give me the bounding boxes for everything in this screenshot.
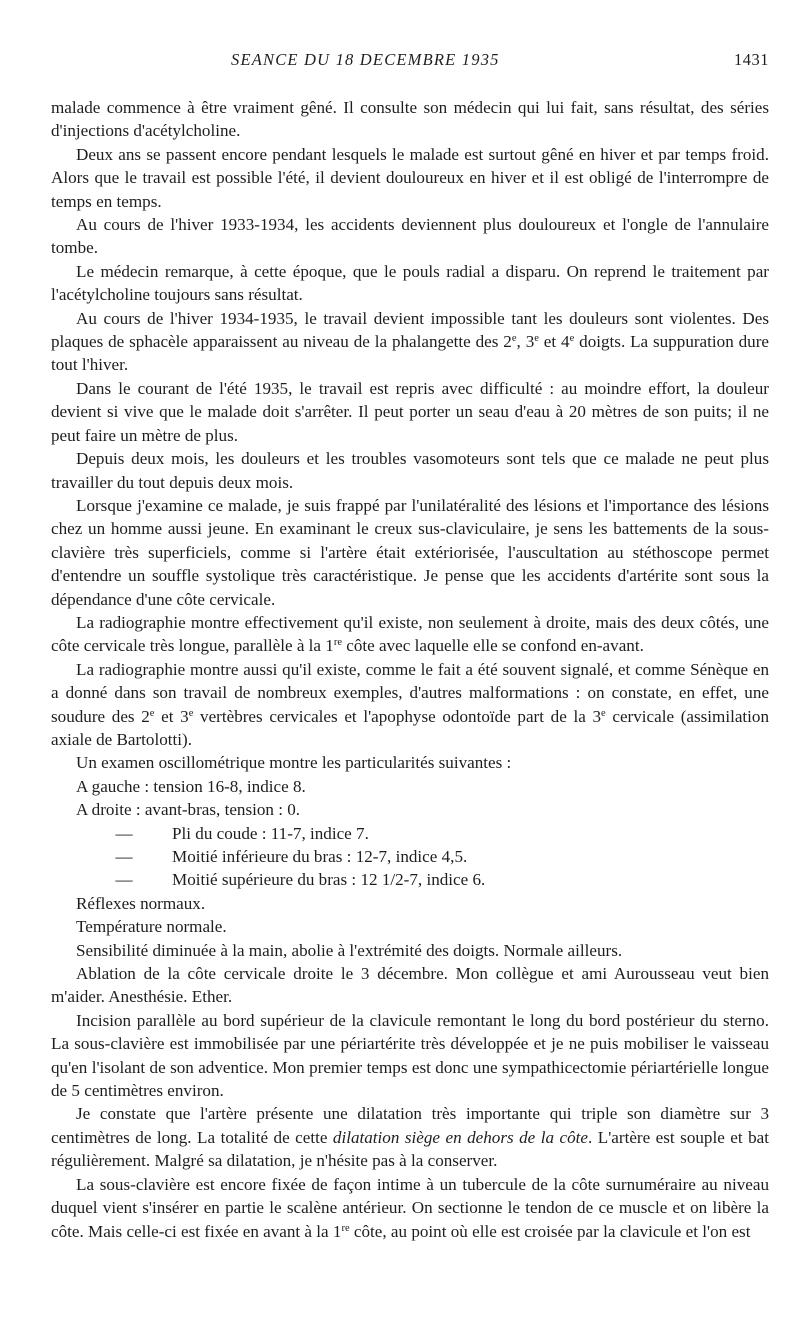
paragraph: Depuis deux mois, les douleurs et les troubles vasomoteurs sont tels que ce malade ne peut plus travailler du tout depuis deux mois. [51,449,769,492]
oscillometry-item [51,868,769,891]
paragraph: Le médecin remarque, à cette époque, que le pouls radial a disparu. On reprend le traitement par l'acétylcholine toujours sans résultat. [51,261,769,305]
paragraph: Température normale. [76,917,227,937]
paragraph: Au cours de l'hiver 1934-1935, le travail devient impossible tant les douleurs sont violentes. Des plaques de sphacèle apparaissent au niveau de la phalangette des 2e, 3e et 4e doigts. La suppuration dure tout l'hiver. [51,308,770,375]
ordinal-superscript: re [341,1222,350,1234]
ordinal-superscript: e [511,333,517,345]
paragraph: Sensibilité diminuée à la main, abolie à l'extrémité des doigts. Normale ailleurs. [76,940,623,960]
dash-mark: — [115,870,133,890]
body-text [51,96,769,1243]
text-run: . L'artère est souple et bat régulièrement. Malgré sa dilatation, je n'hésite pas à la conserver. [51,1127,769,1171]
ordinal-superscript: e [569,333,575,345]
paragraph: La sous-clavière est encore fixée de façon intime à un tubercule de la côte surnuméraire au niveau duquel vient s'insérer en partie le scalène antérieur. On sectionne le tendon de ce muscle et on libère la côte. Mais celle-ci est fixée en avant à la 1re côte, au point où elle est croisée par la clavicule et l'on est [51,1174,769,1241]
oscillometry-item-text: Moitié inférieure du bras : 12-7, indice 4,5. [172,847,468,866]
page-header [0,48,800,74]
paragraph: Réflexes normaux. [76,893,206,913]
oscillometry-item-text: Moitié supérieure du bras : 12 1/2-7, indice 6. [172,870,486,890]
text-run: Je constate que l'artère présente une dilatation très importante qui triple son diamètre sur 3 centimètres de long. La totalité de cette [51,1104,769,1147]
running-title: SEANCE DU 18 DECEMBRE 1935 [231,50,500,69]
ordinal-superscript: e [188,707,194,719]
oscillometry-right: A droite : avant-bras, tension : 0. [76,800,301,820]
oscillometry-item-text: Pli du coude : 11-7, indice 7. [172,823,369,843]
paragraph: Au cours de l'hiver 1933-1934, les accidents deviennent plus douloureux et l'ongle de l'annulaire tombe. [51,215,769,258]
paragraph: Incision parallèle au bord supérieur de la clavicule remontant le long du bord postérieur du sterno. La sous-clavière est immobilisée par une périartérite très développée et je ne puis mobiliser le vaisseau qu'en l'isolant de son adventice. Mon premier temps est donc une sympathicectomie périartérielle longue de 5 centimètres environ. [51,1010,769,1101]
ordinal-superscript: e [601,707,606,719]
paragraph: Un examen oscillométrique montre les particularités suivantes : [76,753,512,773]
paragraph: Deux ans se passent encore pendant lesquels le malade est surtout gêné en hiver et par temps froid. Alors que le travail est possible l'été, il devient douloureux en hiver et il est obligé de l'interrompre de temps en temps. [51,144,769,211]
oscillometry-left: A gauche : tension 16-8, indice 8. [76,776,306,796]
ordinal-superscript: e [534,333,539,345]
page-number: 1431 [734,50,769,69]
ordinal-superscript: e [149,707,155,719]
paragraph: Lorsque j'examine ce malade, je suis frappé par l'unilatéralité des lésions et l'importance des lésions chez un homme aussi jeune. En examinant le creux sus-claviculaire, je sens les battements de la sous-clavière très superficiels, comme si l'artère était extériorisée, l'auscultation au stéthoscope permet d'entendre un souffle systolique très caractéristique. Je pense que les accidents d'artérite sont sous la dépendance d'une côte cervicale. [51,495,769,609]
paragraph: La radiographie montre aussi qu'il existe, comme le fait a été souvent signalé, et comme Sénèque en a donné dans son travail de nombreux exemples, d'autres malformations : on constate, en effet, une soudure des 2e et 3e vertèbres cervicales et l'apophyse odontoïde part de la 3e cervicale (assimilation axiale de Bartolotti). [51,659,769,749]
paragraph-with-italic [51,1102,769,1172]
paragraph: malade commence à être vraiment gêné. Il consulte son médecin qui lui fait, sans résultat, des séries d'injections d'acétylcholine. [51,98,769,141]
paragraph: La radiographie montre effectivement qu'il existe, non seulement à droite, mais des deux côtés, une côte cervicale très longue, parallèle à la 1re côte avec laquelle elle se confond en-avant. [51,612,769,656]
oscillometry-item [51,822,769,845]
dash-mark: — [115,847,133,866]
dash-mark: — [115,823,133,843]
oscillometry-item [51,845,769,868]
paragraph: Ablation de la côte cervicale droite le 3 décembre. Mon collègue et ami Aurousseau veut bien m'aider. Anesthésie. Ether. [51,964,769,1007]
italic-phrase: dilatation siège en dehors de la côte [332,1127,589,1147]
paragraph: Dans le courant de l'été 1935, le travail est repris avec difficulté : au moindre effort, la douleur devient si vive que le malade doit s'arrêter. Il peut porter un seau d'eau à 20 mètres de son puits; il ne peut faire un mètre de plus. [51,378,769,445]
ordinal-superscript: re [333,637,343,649]
